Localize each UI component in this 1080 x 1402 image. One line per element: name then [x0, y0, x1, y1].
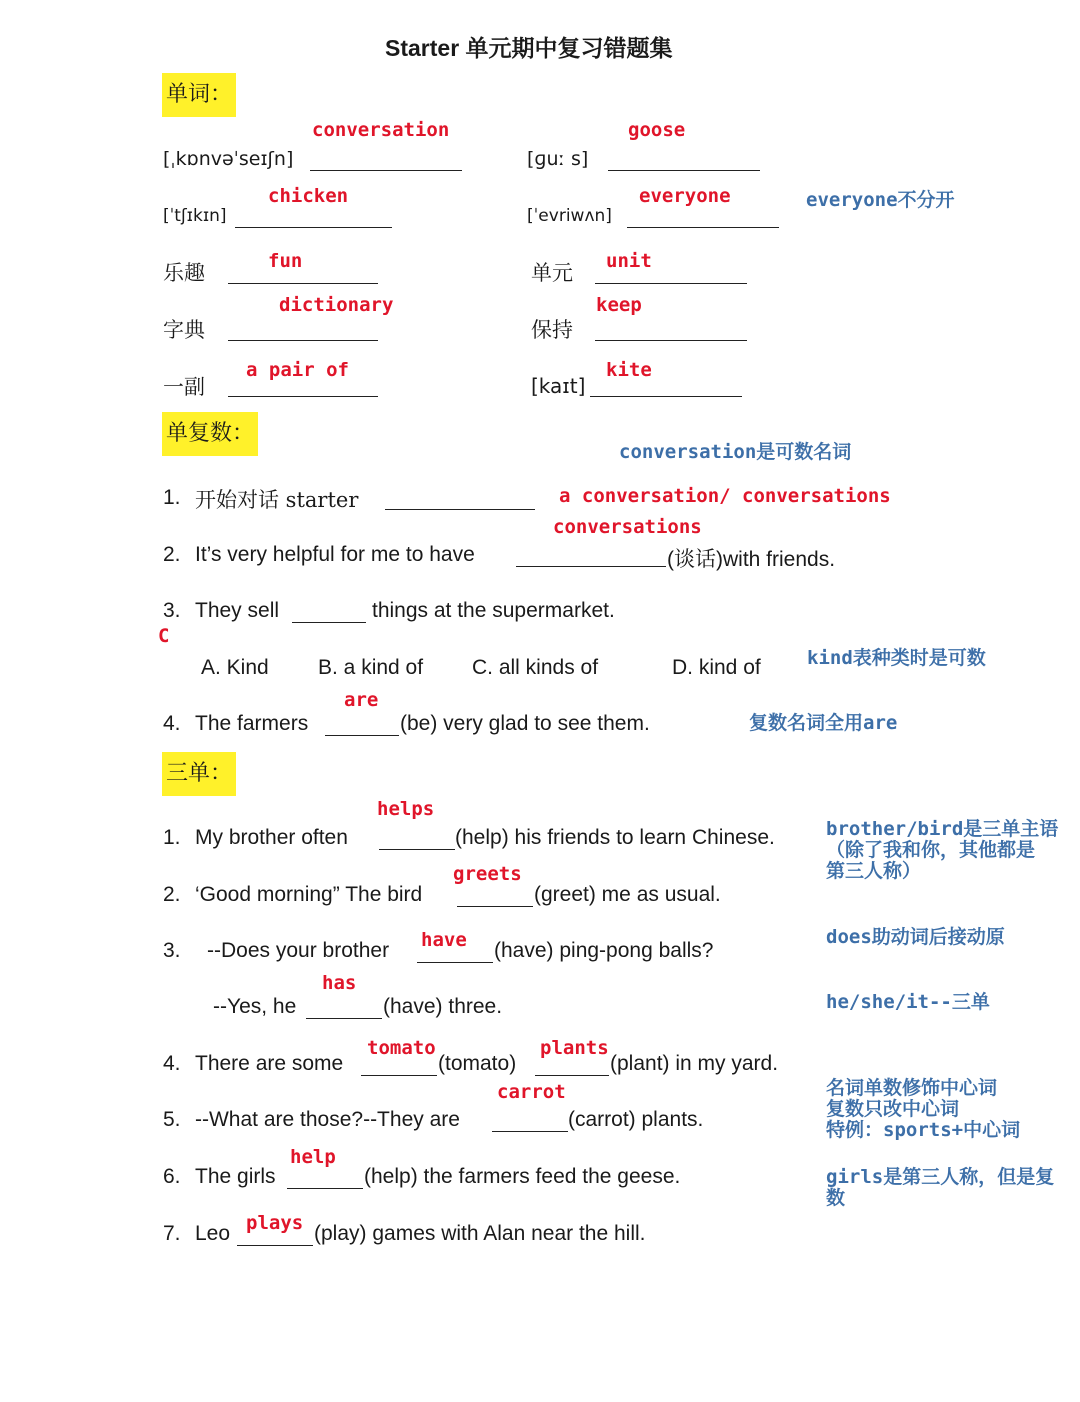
vocab-prompt: [ˈevriwʌn] [527, 206, 612, 226]
question-text: My brother often [195, 826, 348, 849]
question-text: (tomato) [438, 1052, 517, 1075]
handwritten-answer: help [290, 1146, 336, 1168]
vocab-prompt: [ˈtʃɪkɪn] [163, 206, 227, 226]
margin-note: does助动词后接动原 [826, 926, 1005, 948]
answer-blank [287, 1188, 363, 1189]
question-number: 1. [163, 826, 181, 849]
handwritten-answer: has [322, 972, 357, 994]
answer-blank [535, 1075, 609, 1076]
question-text: ‘Good morning” The bird [195, 883, 423, 906]
question-text: The farmers [195, 712, 309, 735]
handwritten-answer: plants [540, 1037, 609, 1059]
vocab-answer: goose [628, 119, 686, 141]
vocab-answer: everyone [639, 185, 731, 207]
section-heading-vocab: 单词： [162, 73, 236, 117]
vocab-prompt: 单元 [531, 261, 573, 285]
section-heading-plural: 单复数： [162, 412, 258, 456]
question-text: (carrot) plants. [568, 1108, 704, 1131]
question-text: 开始对话 starter [195, 488, 359, 512]
answer-blank [237, 1245, 313, 1246]
vocab-answer: dictionary [279, 294, 394, 316]
vocab-answer: chicken [268, 185, 349, 207]
vocab-answer: unit [606, 250, 652, 272]
question-text: (be) very glad to see them. [400, 712, 650, 735]
vocab-answer: conversation [312, 119, 450, 141]
answer-blank [492, 1131, 568, 1132]
answer-blank [310, 170, 462, 171]
margin-note: kind表种类时是可数 [807, 647, 986, 669]
question-text: (help) his friends to learn Chinese. [455, 826, 775, 849]
vocab-prompt: 一副 [163, 375, 205, 399]
question-number: 7. [163, 1222, 181, 1245]
handwritten-answer: have [421, 929, 467, 951]
answer-blank [608, 170, 760, 171]
answer-blank [325, 735, 399, 736]
handwritten-answer: plays [246, 1212, 304, 1234]
answer-blank [595, 283, 747, 284]
margin-note: everyone不分开 [806, 189, 955, 211]
answer-blank [385, 509, 535, 510]
question-number: 5. [163, 1108, 181, 1131]
option-b: B. a kind of [318, 656, 424, 679]
question-text: Leo [195, 1222, 231, 1245]
margin-note: he/she/it--三单 [826, 991, 990, 1013]
answer-blank [627, 227, 779, 228]
margin-note: conversation是可数名词 [619, 441, 852, 463]
vocab-answer: fun [268, 250, 303, 272]
answer-blank [228, 396, 378, 397]
question-number: 4. [163, 712, 181, 735]
page-title: Starter 单元期中复习错题集 [385, 35, 673, 61]
question-text: There are some [195, 1052, 344, 1075]
answer-blank [457, 906, 533, 907]
answer-blank [228, 283, 378, 284]
question-text: (have) ping-pong balls? [494, 939, 714, 962]
margin-note: 名词单数修饰中心词 复数只改中心词 特例：sports+中心词 [826, 1077, 1021, 1141]
question-text: (plant) in my yard. [610, 1052, 779, 1075]
vocab-answer: a pair of [246, 359, 349, 381]
question-text: (greet) me as usual. [534, 883, 721, 906]
vocab-answer: kite [606, 359, 652, 381]
option-a: A. Kind [201, 656, 269, 679]
question-number: 2. [163, 883, 181, 906]
answer-blank [590, 396, 742, 397]
handwritten-answer: conversations [553, 516, 702, 538]
question-text: They sell [195, 599, 280, 622]
vocab-prompt: 字典 [163, 318, 205, 342]
margin-note: brother/bird是三单主语 （除了我和你，其他都是 第三人称） [826, 818, 1059, 882]
vocab-prompt: [ɡuː s] [527, 148, 589, 170]
question-text: --Does your brother [207, 939, 390, 962]
question-number: 3. [163, 939, 181, 962]
answer-blank [417, 962, 493, 963]
question-number: 4. [163, 1052, 181, 1075]
section-heading-third: 三单： [162, 752, 236, 796]
question-text: (have) three. [383, 995, 503, 1018]
question-text: (help) the farmers feed the geese. [364, 1165, 681, 1188]
handwritten-answer: greets [453, 863, 522, 885]
handwritten-answer: tomato [367, 1037, 436, 1059]
vocab-prompt: 保持 [531, 318, 573, 342]
answer-blank [306, 1018, 382, 1019]
margin-note: girls是第三人称，但是复 数 [826, 1166, 1055, 1209]
handwritten-answer: a conversation/ conversations [559, 485, 891, 507]
question-text: things at the supermarket. [372, 599, 615, 622]
answer-blank [228, 340, 378, 341]
margin-note: 复数名词全用are [749, 712, 898, 734]
answer-blank [235, 227, 392, 228]
answer-blank [361, 1075, 437, 1076]
question-text: (play) games with Alan near the hill. [314, 1222, 646, 1245]
vocab-prompt: 乐趣 [163, 261, 205, 285]
question-text: (谈话)with friends. [667, 548, 836, 571]
option-c: C. all kinds of [472, 656, 599, 679]
vocab-prompt: [ˌkɒnvəˈseɪʃn] [163, 148, 294, 170]
handwritten-answer: carrot [497, 1081, 566, 1103]
handwritten-answer: C [158, 625, 170, 647]
question-number: 6. [163, 1165, 181, 1188]
option-d: D. kind of [672, 656, 761, 679]
question-text: The girls [195, 1165, 276, 1188]
question-number: 1. [163, 486, 181, 509]
answer-blank [516, 566, 666, 567]
handwritten-answer: are [344, 689, 379, 711]
vocab-prompt: [kaɪt] [531, 374, 586, 398]
question-number: 3. [163, 599, 181, 622]
answer-blank [292, 622, 366, 623]
handwritten-answer: helps [377, 798, 435, 820]
question-number: 2. [163, 543, 181, 566]
question-text: --What are those?--They are [195, 1108, 460, 1131]
question-text: It’s very helpful for me to have [195, 543, 475, 566]
answer-blank [379, 849, 455, 850]
answer-blank [595, 340, 747, 341]
vocab-answer: keep [596, 294, 642, 316]
question-text: --Yes, he [213, 995, 297, 1018]
